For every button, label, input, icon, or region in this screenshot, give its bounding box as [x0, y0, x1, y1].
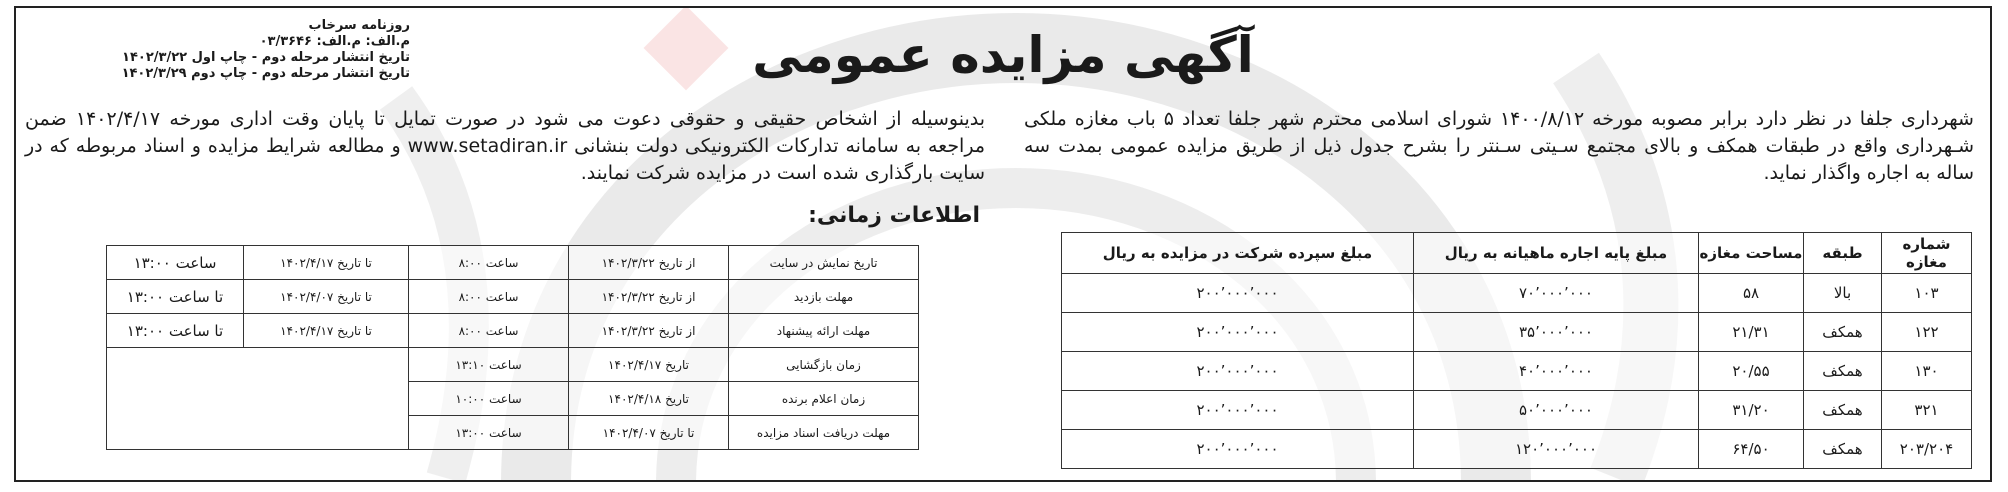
- schedule-time: ساعت ۱۳:۱۰: [409, 348, 569, 382]
- deposit-amount: ۲۰۰٬۰۰۰٬۰۰۰: [1062, 313, 1414, 352]
- schedule-start-date: از تاریخ ۱۴۰۲/۳/۲۲: [569, 314, 729, 348]
- schedule-date: تا تاریخ ۱۴۰۲/۴/۰۷: [569, 416, 729, 450]
- schedule-heading: اطلاعات زمانی:: [808, 203, 980, 228]
- table-row: [107, 314, 919, 348]
- deposit-amount: ۲۰۰٬۰۰۰٬۰۰۰: [1062, 430, 1414, 469]
- schedule-table: [106, 245, 919, 450]
- table-row: [107, 348, 919, 382]
- table-row: [1062, 274, 1972, 313]
- shop-area: ۲۱/۳۱: [1699, 313, 1804, 352]
- schedule-end-date: تا تاریخ ۱۴۰۲/۴/۱۷: [244, 246, 409, 280]
- schedule-label: زمان اعلام برنده: [729, 382, 919, 416]
- deposit-amount: ۲۰۰٬۰۰۰٬۰۰۰: [1062, 274, 1414, 313]
- shop-floor: همکف: [1804, 391, 1882, 430]
- page-title: آگهی مزایده عمومی: [752, 26, 1254, 84]
- shop-number: ۱۳۰: [1882, 352, 1972, 391]
- table-row: [1062, 391, 1972, 430]
- shop-area: ۶۴/۵۰: [1699, 430, 1804, 469]
- deposit-amount: ۲۰۰٬۰۰۰٬۰۰۰: [1062, 391, 1414, 430]
- second-publication-date: تاریخ انتشار مرحله دوم - چاپ دوم ۱۴۰۲/۳/۲۹: [121, 66, 410, 81]
- table-row: [1062, 352, 1972, 391]
- newspaper-name: روزنامه سرخاب: [308, 18, 410, 33]
- shop-floor: بالا: [1804, 274, 1882, 313]
- column-header: مساحت مغازه: [1699, 233, 1804, 274]
- table-row: [107, 280, 919, 314]
- shop-number: ۳۲۱: [1882, 391, 1972, 430]
- table-row: [1062, 313, 1972, 352]
- shop-number: ۱۰۳: [1882, 274, 1972, 313]
- schedule-label: مهلت دریافت اسناد مزایده: [729, 416, 919, 450]
- shop-area: ۵۸: [1699, 274, 1804, 313]
- schedule-end-time: تا ساعت ۱۳:۰۰: [107, 314, 244, 348]
- deposit-amount: ۲۰۰٬۰۰۰٬۰۰۰: [1062, 352, 1414, 391]
- schedule-start-date: از تاریخ ۱۴۰۲/۳/۲۲: [569, 280, 729, 314]
- monthly-rent: ۴۰٬۰۰۰٬۰۰۰: [1414, 352, 1699, 391]
- schedule-end-date: تا تاریخ ۱۴۰۲/۴/۱۷: [244, 314, 409, 348]
- column-header: شماره مغازه: [1882, 233, 1972, 274]
- empty-cell: [107, 348, 409, 450]
- shop-floor: همکف: [1804, 430, 1882, 469]
- column-header: طبقه: [1804, 233, 1882, 274]
- schedule-start-date: از تاریخ ۱۴۰۲/۳/۲۲: [569, 246, 729, 280]
- first-publication-date: تاریخ انتشار مرحله دوم - چاپ اول ۱۴۰۲/۳/۲۲: [122, 50, 410, 65]
- shops-table: [1061, 232, 1972, 469]
- table-row: [1062, 430, 1972, 469]
- table-header-row: [1062, 233, 1972, 274]
- shop-floor: همکف: [1804, 313, 1882, 352]
- schedule-end-time: تا ساعت ۱۳:۰۰: [107, 280, 244, 314]
- schedule-start-time: ساعت ۸:۰۰: [409, 246, 569, 280]
- schedule-start-time: ساعت ۸:۰۰: [409, 314, 569, 348]
- schedule-date: تاریخ ۱۴۰۲/۴/۱۷: [569, 348, 729, 382]
- intro-paragraph: شهرداری جلفا در نظر دارد برابر مصوبه مورخه ۱۴۰۰/۸/۱۲ شورای اسلامی محترم شهر جلفا تعداد ۵ باب مغازه ملکی شـهرداری واقع در طبقات همکف و بالای مجتمع سـیتی سـنتر را بشرح جدول ذیل از طریق مزایده عمومی بمدت سه ساله به اجاره واگذار نماید.: [1024, 108, 1974, 184]
- schedule-label: تاریخ نمایش در سایت: [729, 246, 919, 280]
- invitation-paragraph: بدینوسیله از اشخاص حقیقی و حقوقی دعوت می شود در صورت تمایل تا پایان وقت اداری مورخه ۱۴۰۲/۴/۱۷ ضمن مراجعه به سامانه تدارکات الکترونیکی دولت بنشانی www.setadiran.ir و مطالعه شرایط مزایده و اسناد مربوطه که در سایت بارگذاری شده است در مزایده شرکت نمایند.: [25, 108, 985, 184]
- column-header: مبلغ سپرده شرکت در مزایده به ریال: [1062, 233, 1414, 274]
- schedule-end-time: ساعت ۱۳:۰۰: [107, 246, 244, 280]
- monthly-rent: ۵۰٬۰۰۰٬۰۰۰: [1414, 391, 1699, 430]
- schedule-time: ساعت ۱۳:۰۰: [409, 416, 569, 450]
- schedule-label: زمان بازگشایی: [729, 348, 919, 382]
- shop-number: ۱۲۲: [1882, 313, 1972, 352]
- schedule-date: تاریخ ۱۴۰۲/۴/۱۸: [569, 382, 729, 416]
- shop-floor: همکف: [1804, 352, 1882, 391]
- shop-area: ۲۰/۵۵: [1699, 352, 1804, 391]
- shop-number: ۲۰۳/۲۰۴: [1882, 430, 1972, 469]
- advertisement-frame: [14, 6, 1992, 482]
- schedule-end-date: تا تاریخ ۱۴۰۲/۴/۰۷: [244, 280, 409, 314]
- ad-code: م.الف: م.الف: ۰۳/۳۶۴۶: [259, 34, 410, 49]
- column-header: مبلغ پایه اجاره ماهیانه به ریال: [1414, 233, 1699, 274]
- monthly-rent: ۷۰٬۰۰۰٬۰۰۰: [1414, 274, 1699, 313]
- schedule-start-time: ساعت ۸:۰۰: [409, 280, 569, 314]
- schedule-label: مهلت بازدید: [729, 280, 919, 314]
- monthly-rent: ۱۲۰٬۰۰۰٬۰۰۰: [1414, 430, 1699, 469]
- schedule-time: ساعت ۱۰:۰۰: [409, 382, 569, 416]
- schedule-label: مهلت ارائه پیشنهاد: [729, 314, 919, 348]
- table-row: [107, 246, 919, 280]
- monthly-rent: ۳۵٬۰۰۰٬۰۰۰: [1414, 313, 1699, 352]
- shop-area: ۳۱/۲۰: [1699, 391, 1804, 430]
